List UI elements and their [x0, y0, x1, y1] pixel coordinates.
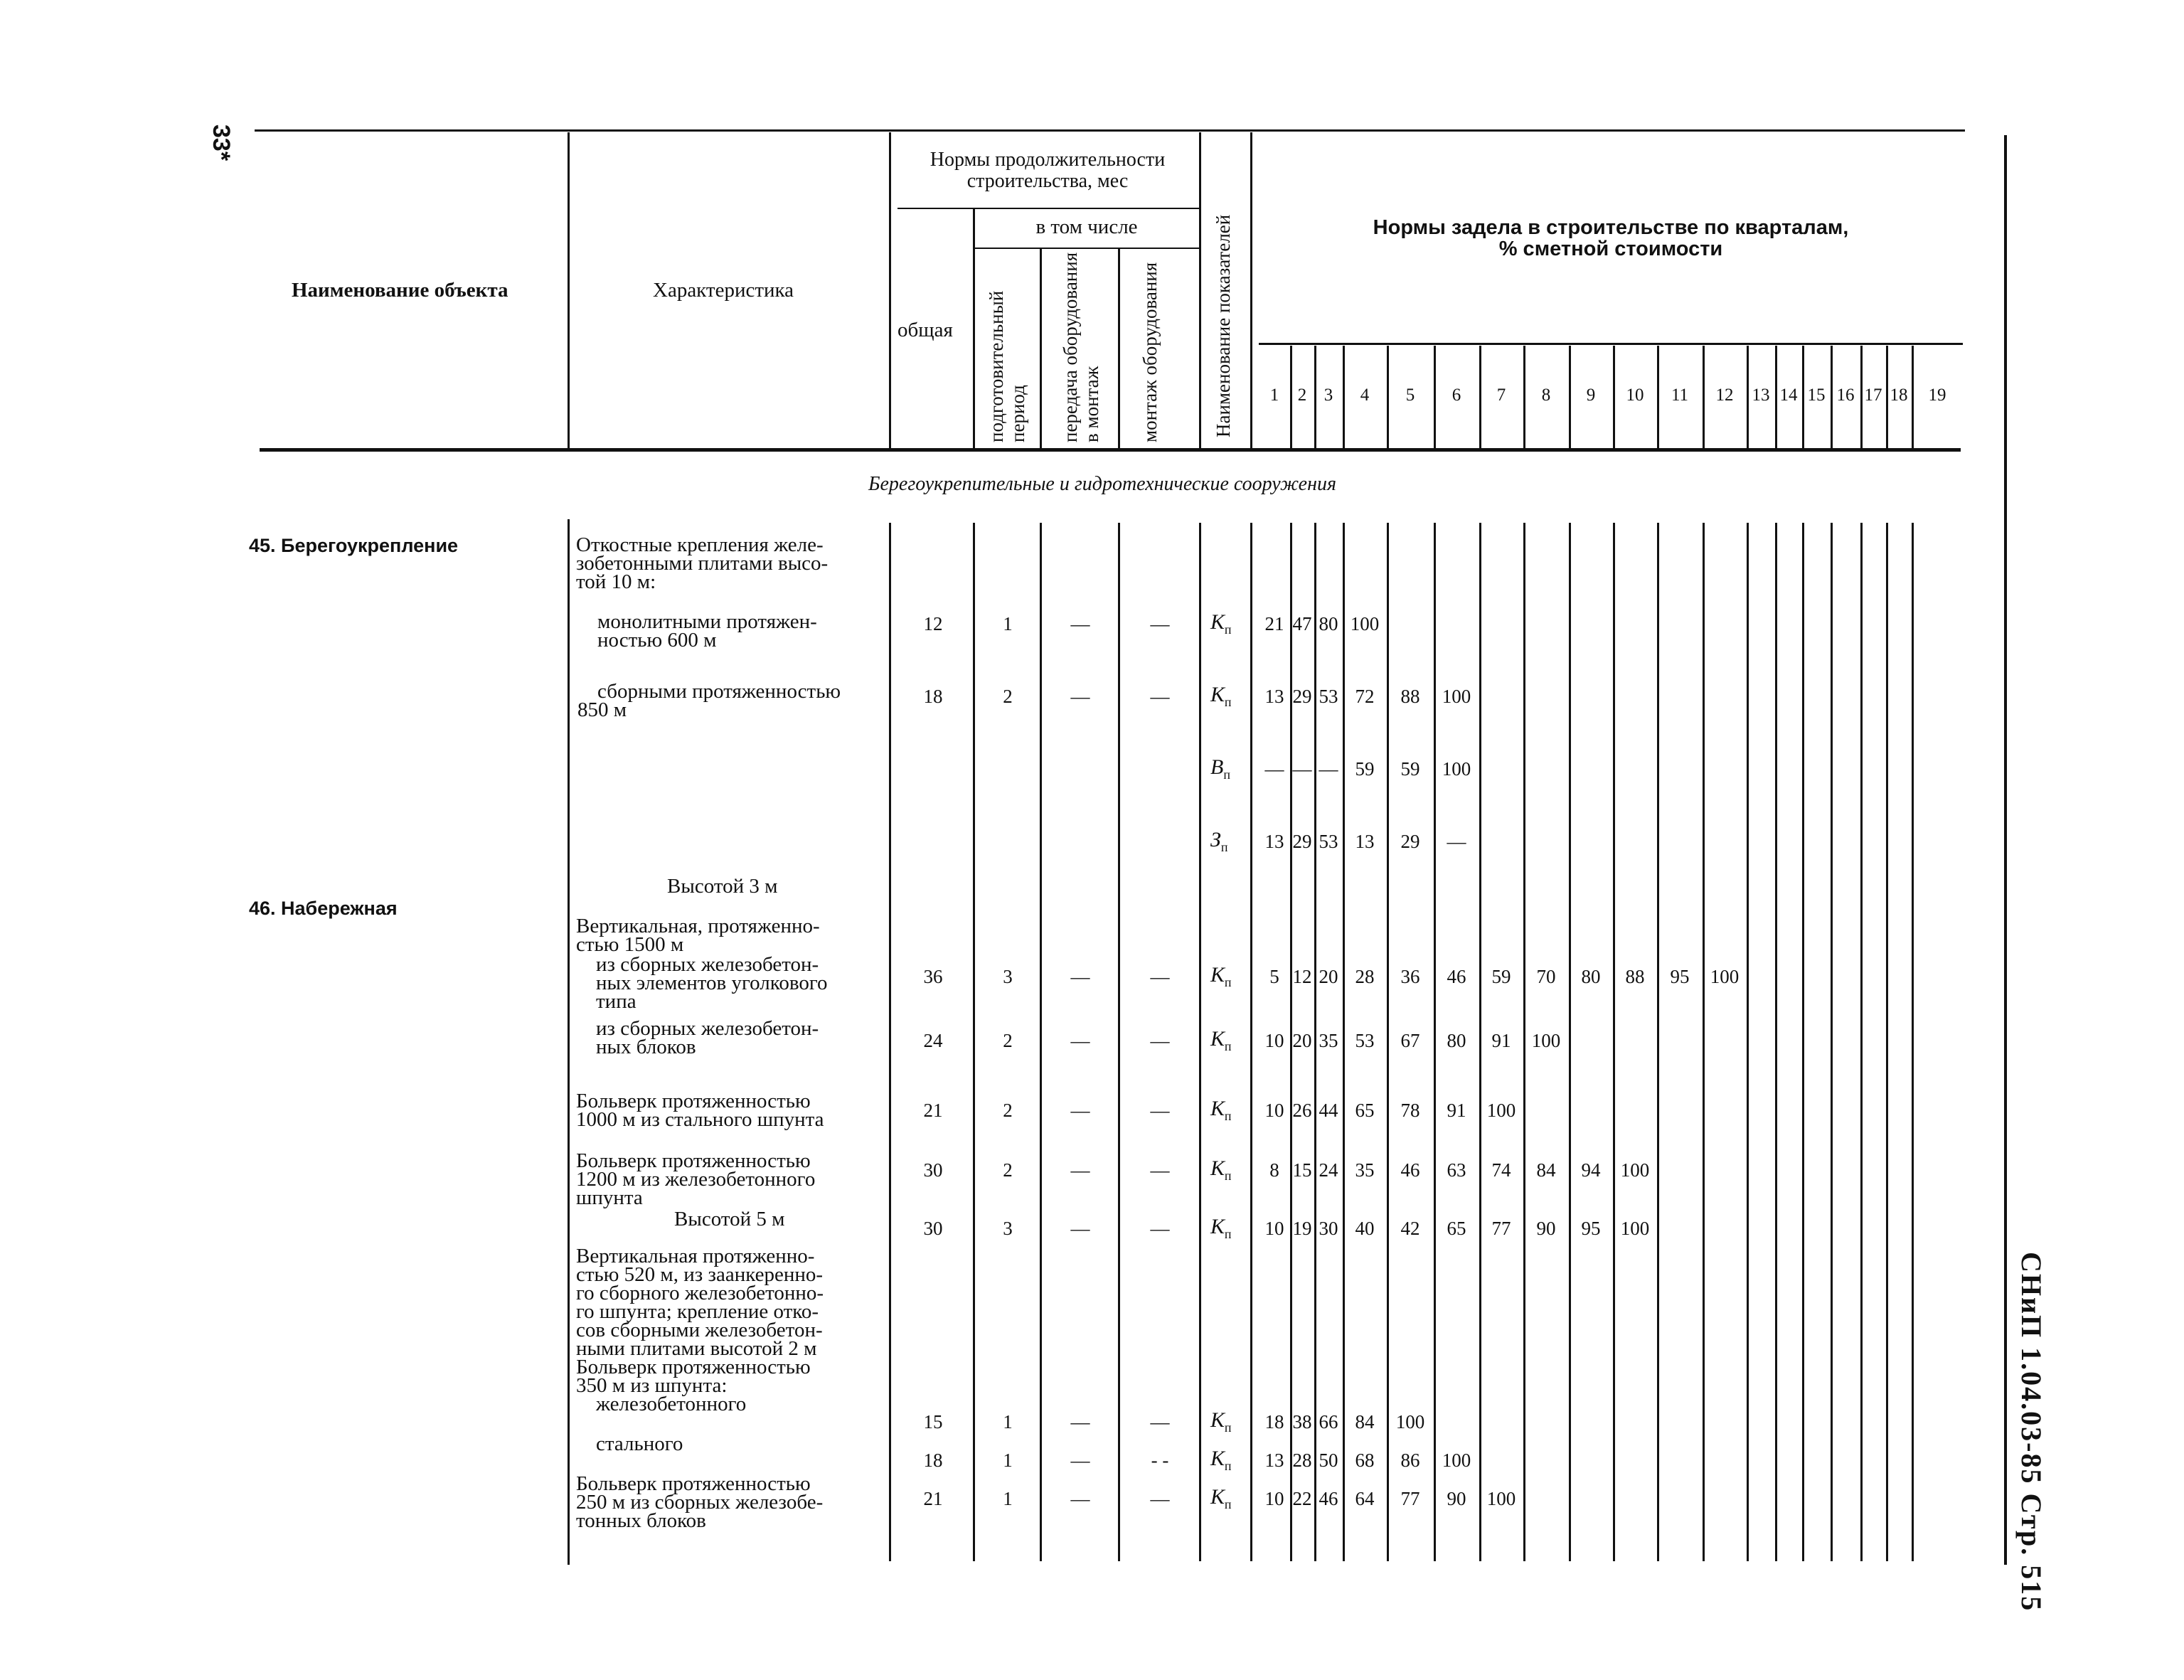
quarter-value: 44: [1319, 1100, 1338, 1121]
quarter-value: 80: [1447, 1030, 1466, 1051]
quarter-value: 18: [1264, 1411, 1284, 1432]
quarter-value: 59: [1400, 758, 1420, 780]
quarter-header-divider: [1860, 346, 1863, 450]
quarter-value: 5: [1269, 966, 1279, 987]
quarter-value: 78: [1400, 1100, 1420, 1121]
quarter-value: 46: [1400, 1159, 1420, 1181]
quarter-value: 46: [1447, 966, 1466, 987]
total-duration: 18: [923, 686, 943, 707]
quarter-value: 10: [1264, 1100, 1284, 1121]
quarter-value: 46: [1319, 1488, 1338, 1509]
quarter-value: 10: [1264, 1488, 1284, 1509]
char-text: Высотой 5 м: [674, 1208, 785, 1230]
char-text: стью 1500 м: [576, 933, 684, 956]
column-divider: [973, 523, 975, 1561]
quarter-value: 91: [1447, 1100, 1466, 1121]
right-border: [2004, 135, 2007, 1565]
quarter-value: 59: [1355, 758, 1375, 780]
quarter-value: 65: [1447, 1218, 1466, 1239]
total-duration: 21: [923, 1488, 943, 1509]
object-46: 46. Набережная: [249, 898, 398, 919]
total-duration: 30: [923, 1218, 943, 1239]
char-text: монолитными протяжен-: [597, 610, 817, 633]
quarter-number: 11: [1671, 386, 1689, 405]
quarter-value: 22: [1292, 1488, 1312, 1509]
quarter-value: 80: [1581, 966, 1601, 987]
column-divider: [1657, 523, 1659, 1561]
quarter-header-divider: [1912, 346, 1914, 450]
quarter-value: 13: [1264, 686, 1284, 707]
quarter-value: —: [1319, 758, 1338, 780]
quarter-value: 100: [1620, 1218, 1650, 1239]
install-period: —: [1150, 1218, 1170, 1239]
prep-period: 3: [1003, 1218, 1013, 1239]
vline-h3: [973, 209, 975, 450]
quarter-value: 94: [1581, 1159, 1601, 1181]
col-object-header: Наименование объекта: [292, 279, 508, 302]
char-text: Больверк протяженностью: [576, 1472, 811, 1495]
quarter-value: 95: [1670, 966, 1690, 987]
duration-sub-rule: [897, 208, 1199, 209]
quarter-value: 42: [1400, 1218, 1420, 1239]
quarter-value: 35: [1355, 1159, 1375, 1181]
char-text: той 10 м:: [576, 570, 656, 593]
total-duration: 12: [923, 613, 943, 634]
quarter-value: 20: [1292, 1030, 1312, 1051]
total-duration: 15: [923, 1411, 943, 1432]
quarter-value: 35: [1319, 1030, 1338, 1051]
quarter-value: 28: [1355, 966, 1375, 987]
char-text: ностью 600 м: [597, 629, 717, 652]
char-text: го сборного железобетонно-: [576, 1282, 824, 1304]
quarter-value: 12: [1292, 966, 1312, 987]
char-text: шпунта: [576, 1186, 643, 1209]
char-text: стью 520 м, из заанкеренно-: [576, 1263, 824, 1286]
column-divider: [1747, 523, 1749, 1561]
quarter-number: 17: [1864, 386, 1882, 405]
quarter-value: 86: [1400, 1450, 1420, 1471]
char-text: Высотой 3 м: [667, 875, 778, 898]
quarter-header-divider: [1387, 346, 1389, 450]
quarter-header-divider: [1802, 346, 1804, 450]
indicator-symbol: $К_п$: [1210, 1447, 1232, 1473]
install-period: —: [1150, 1411, 1170, 1432]
quarter-value: 77: [1491, 1218, 1511, 1239]
prep-period: 2: [1003, 1159, 1013, 1181]
quarter-number: 3: [1323, 386, 1333, 405]
object-45: 45. Берегоукрепление: [249, 535, 459, 556]
quarter-number: 14: [1779, 386, 1798, 405]
column-divider: [1886, 523, 1888, 1561]
install-period: —: [1150, 1488, 1170, 1509]
column-divider: [889, 523, 891, 1561]
quarter-number: 5: [1405, 386, 1415, 405]
column-divider: [568, 519, 570, 1565]
section-title: Берегоукрепительные и гидротехнические сооружения: [868, 473, 1337, 495]
quarter-value: 29: [1292, 831, 1312, 852]
prep-period: 1: [1003, 613, 1013, 634]
char-text: Больверк протяженностью: [576, 1090, 811, 1112]
prep-period: 1: [1003, 1411, 1013, 1432]
column-divider: [1250, 523, 1252, 1561]
quarter-value: 80: [1319, 613, 1338, 634]
column-divider: [1860, 523, 1863, 1561]
quarter-value: 53: [1319, 686, 1338, 707]
side-title: СНиП 1.04.03-85 Стр. 515: [2015, 1252, 2047, 1612]
quarter-header-divider: [1831, 346, 1833, 450]
indicator-symbol: $К_п$: [1210, 610, 1232, 637]
duration-title: Нормы продолжительности строительства, мес: [929, 149, 1166, 192]
quarter-value: 24: [1319, 1159, 1338, 1181]
quarter-value: 100: [1395, 1411, 1425, 1432]
quarter-value: 15: [1292, 1159, 1312, 1181]
quarter-header-divider: [1703, 346, 1705, 450]
quarter-number: 7: [1496, 386, 1506, 405]
quarter-value: —: [1447, 831, 1466, 852]
quarter-header-divider: [1290, 346, 1292, 450]
quarter-value: 59: [1491, 966, 1511, 987]
char-text: железобетонного: [596, 1393, 747, 1415]
quarter-number: 12: [1715, 386, 1734, 405]
quarter-header-divider: [1747, 346, 1749, 450]
vline-h7: [1250, 132, 1252, 450]
quarter-header-divider: [1569, 346, 1571, 450]
indicator-header: Наименование показателей: [1213, 214, 1234, 437]
prep-period: 1: [1003, 1488, 1013, 1509]
quarter-value: 100: [1486, 1100, 1516, 1121]
quarter-value: —: [1264, 758, 1284, 780]
quarters-rule: [1259, 343, 1963, 345]
char-text: Больверк протяженностью: [576, 1356, 811, 1378]
quarter-value: 8: [1269, 1159, 1279, 1181]
quarter-header-divider: [1523, 346, 1525, 450]
quarter-value: 100: [1350, 613, 1380, 634]
quarter-value: 19: [1292, 1218, 1312, 1239]
vline-h1: [568, 132, 570, 450]
column-divider: [1199, 523, 1201, 1561]
quarter-value: 50: [1319, 1450, 1338, 1471]
quarter-value: 40: [1355, 1218, 1375, 1239]
quarter-header-divider: [1434, 346, 1436, 450]
quarter-header-divider: [1314, 346, 1316, 450]
install-period: —: [1150, 613, 1170, 634]
char-text: ных блоков: [596, 1036, 696, 1058]
quarter-value: 70: [1536, 966, 1556, 987]
quarter-number: 10: [1626, 386, 1644, 405]
install-period: —: [1150, 686, 1170, 707]
quarter-value: 100: [1442, 686, 1471, 707]
total-duration: 21: [923, 1100, 943, 1121]
corner-mark: 33*: [208, 124, 235, 161]
install-period: —: [1150, 1100, 1170, 1121]
quarter-number: 8: [1541, 386, 1551, 405]
indicator-symbol: $К_п$: [1210, 1485, 1232, 1511]
quarter-value: —: [1292, 758, 1312, 780]
char-text: сов сборными железобетон-: [576, 1319, 823, 1341]
transfer-period: —: [1070, 1159, 1090, 1181]
quarter-value: 90: [1536, 1218, 1556, 1239]
backlog-title: [1259, 217, 1963, 260]
char-text: типа: [596, 990, 636, 1013]
prep-period: 3: [1003, 966, 1013, 987]
char-text: тонных блоков: [576, 1509, 706, 1532]
col-char-header: Характеристика: [653, 279, 794, 302]
transfer-period: —: [1070, 613, 1090, 634]
backlog-title-line1: Нормы задела в строительстве по кварталам,: [1373, 216, 1849, 239]
including-header: в том числе: [1035, 216, 1138, 238]
quarter-value: 88: [1400, 686, 1420, 707]
char-text: 1000 м из стального шпунта: [576, 1108, 824, 1131]
column-divider: [1775, 523, 1777, 1561]
quarter-number: 15: [1807, 386, 1826, 405]
quarter-value: 84: [1536, 1159, 1556, 1181]
indicator-symbol: $К_п$: [1210, 1157, 1232, 1183]
quarter-value: 95: [1581, 1218, 1601, 1239]
quarter-value: 63: [1447, 1159, 1466, 1181]
char-text: Вертикальная протяженно-: [576, 1245, 815, 1267]
column-divider: [1040, 523, 1042, 1561]
char-text: 250 м из сборных железобе-: [576, 1491, 824, 1514]
header-top-rule: [255, 129, 1965, 132]
quarter-value: 26: [1292, 1100, 1312, 1121]
quarter-value: 29: [1400, 831, 1420, 852]
char-text: стального: [596, 1432, 683, 1455]
quarter-value: 77: [1400, 1488, 1420, 1509]
install-period: —: [1150, 1159, 1170, 1181]
backlog-title-line2: % сметной стоимости: [1498, 238, 1723, 260]
total-duration: 36: [923, 966, 943, 987]
transfer-period: —: [1070, 1488, 1090, 1509]
char-text: ных элементов уголкового: [596, 972, 828, 994]
quarter-header-divider: [1657, 346, 1659, 450]
quarter-value: 30: [1319, 1218, 1338, 1239]
vline-h5: [1118, 249, 1120, 450]
total-header: общая: [897, 319, 953, 341]
column-divider: [1703, 523, 1705, 1561]
char-text: из сборных железобетон-: [596, 1017, 819, 1040]
prep-period: 2: [1003, 1100, 1013, 1121]
quarter-value: 13: [1355, 831, 1375, 852]
quarter-value: 100: [1710, 966, 1740, 987]
quarter-number: 2: [1297, 386, 1307, 405]
quarter-value: 10: [1264, 1218, 1284, 1239]
quarter-number: 6: [1451, 386, 1461, 405]
quarter-value: 90: [1447, 1488, 1466, 1509]
vline-h2: [889, 132, 891, 450]
quarter-number: 4: [1360, 386, 1370, 405]
quarter-number: 1: [1269, 386, 1279, 405]
total-duration: 18: [923, 1450, 943, 1471]
quarter-value: 38: [1292, 1411, 1312, 1432]
quarter-value: 29: [1292, 686, 1312, 707]
prep-period: 2: [1003, 686, 1013, 707]
column-divider: [1831, 523, 1833, 1561]
quarter-value: 66: [1319, 1411, 1338, 1432]
quarter-number: 19: [1928, 386, 1946, 405]
quarter-value: 13: [1264, 831, 1284, 852]
indicator-symbol: $К_п$: [1210, 1408, 1232, 1435]
transfer-period: —: [1070, 686, 1090, 707]
quarter-value: 65: [1355, 1100, 1375, 1121]
char-text: Откостные крепления желе-: [576, 533, 824, 556]
quarter-value: 84: [1355, 1411, 1375, 1432]
char-text: сборными протяженностью: [597, 680, 841, 703]
quarter-value: 28: [1292, 1450, 1312, 1471]
transfer-period: —: [1070, 1030, 1090, 1051]
quarter-value: 13: [1264, 1450, 1284, 1471]
install-period: —: [1150, 1030, 1170, 1051]
transfer-header: передача оборудования в монтаж: [1060, 252, 1102, 442]
char-text: ными плитами высотой 2 м: [576, 1337, 817, 1360]
quarter-value: 47: [1292, 613, 1312, 634]
quarter-header-divider: [1613, 346, 1615, 450]
install-period: - -: [1151, 1450, 1169, 1471]
char-text: Вертикальная, протяженно-: [576, 915, 820, 937]
total-duration: 30: [923, 1159, 943, 1181]
indicator-symbol: $К_п$: [1210, 683, 1232, 709]
char-text: 1200 м из железобетонного: [576, 1168, 816, 1191]
prep-period: 1: [1003, 1450, 1013, 1471]
char-text: Больверк протяженностью: [576, 1149, 811, 1172]
column-divider: [1802, 523, 1804, 1561]
quarter-value: 68: [1355, 1450, 1375, 1471]
column-divider: [1912, 523, 1914, 1561]
column-divider: [1613, 523, 1615, 1561]
install-period: —: [1150, 966, 1170, 987]
indicator-symbol: $В_п$: [1210, 755, 1230, 782]
quarter-value: 21: [1264, 613, 1284, 634]
indicator-symbol: $К_п$: [1210, 963, 1232, 989]
quarter-number: 18: [1890, 386, 1908, 405]
quarter-number: 9: [1586, 386, 1596, 405]
quarter-value: 67: [1400, 1030, 1420, 1051]
transfer-period: —: [1070, 1218, 1090, 1239]
quarter-value: 20: [1319, 966, 1338, 987]
quarter-value: 100: [1620, 1159, 1650, 1181]
quarter-value: 53: [1355, 1030, 1375, 1051]
column-divider: [1118, 523, 1120, 1561]
char-text: зобетонными плитами высо-: [576, 552, 829, 575]
quarter-header-divider: [1886, 346, 1888, 450]
quarter-value: 64: [1355, 1488, 1375, 1509]
transfer-period: —: [1070, 1411, 1090, 1432]
indicator-symbol: $К_п$: [1210, 1097, 1232, 1123]
quarter-value: 100: [1486, 1488, 1516, 1509]
prep-period: 2: [1003, 1030, 1013, 1051]
install-header: монтаж оборудования: [1139, 262, 1161, 442]
quarter-value: 53: [1319, 831, 1338, 852]
indicator-symbol: $К_п$: [1210, 1027, 1232, 1053]
char-text: из сборных железобетон-: [596, 953, 819, 976]
quarter-value: 72: [1355, 686, 1375, 707]
total-duration: 24: [923, 1030, 943, 1051]
transfer-period: —: [1070, 1450, 1090, 1471]
quarter-value: 10: [1264, 1030, 1284, 1051]
transfer-period: —: [1070, 1100, 1090, 1121]
quarter-value: 91: [1491, 1030, 1511, 1051]
char-text: 850 м: [577, 698, 627, 721]
quarter-value: 88: [1625, 966, 1645, 987]
quarter-value: 100: [1531, 1030, 1561, 1051]
quarter-value: 100: [1442, 758, 1471, 780]
vline-h6: [1199, 132, 1201, 450]
indicator-symbol: $З_п$: [1210, 828, 1228, 854]
quarter-value: 100: [1442, 1450, 1471, 1471]
including-sub-rule: [974, 248, 1199, 249]
quarter-header-divider: [1343, 346, 1345, 450]
quarter-header-divider: [1479, 346, 1481, 450]
quarter-header-divider: [1775, 346, 1777, 450]
quarter-value: 74: [1491, 1159, 1511, 1181]
vline-h4: [1040, 249, 1042, 450]
char-text: 350 м из шпунта:: [576, 1374, 728, 1397]
quarter-number: 13: [1752, 386, 1770, 405]
transfer-period: —: [1070, 966, 1090, 987]
indicator-symbol: $К_п$: [1210, 1215, 1232, 1241]
quarter-value: 36: [1400, 966, 1420, 987]
header-bottom-rule: [260, 448, 1961, 452]
char-text: го шпунта; крепление отко-: [576, 1300, 819, 1323]
quarter-number: 16: [1836, 386, 1855, 405]
prep-header: подготовительный период: [986, 290, 1028, 442]
